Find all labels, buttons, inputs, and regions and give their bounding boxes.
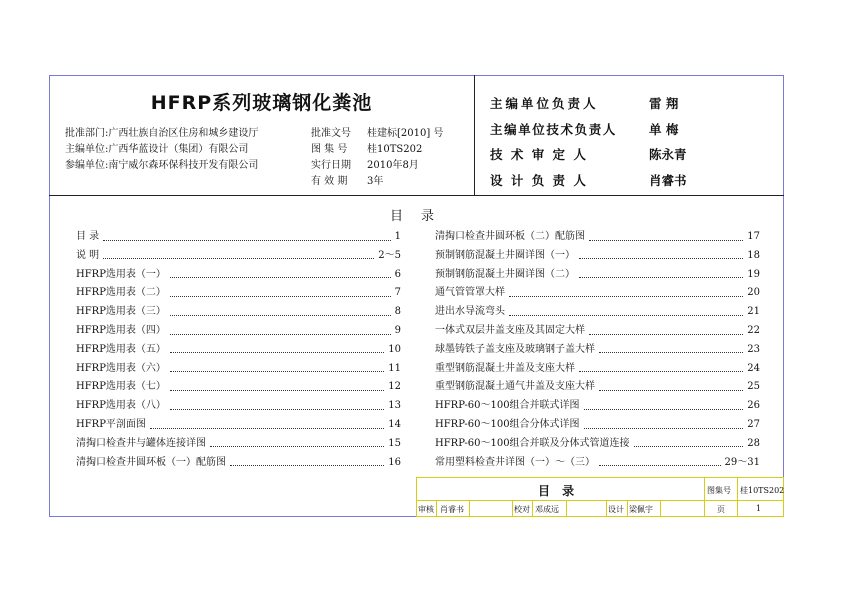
toc-entry-label: HFRP选用表（六） xyxy=(76,362,166,374)
toc-heading: 目录 xyxy=(390,209,453,224)
title-block-separator xyxy=(532,500,533,517)
toc-entry-page: 16 xyxy=(388,456,401,468)
toc-entry-page: 6 xyxy=(394,268,401,280)
toc-row xyxy=(76,230,401,244)
toc-entry-label: 清掏口检查井圆环板（二）配筋图 xyxy=(435,231,585,242)
toc-entry-page: 27 xyxy=(747,419,760,430)
toc-row xyxy=(435,456,760,470)
toc-row xyxy=(435,230,760,244)
toc-entry-label: 球墨铸铁子盖支座及玻璃钢子盖大样 xyxy=(435,343,595,355)
responsible-name: 雷 翔 xyxy=(649,96,679,111)
toc-entry-page: 1 xyxy=(394,231,401,242)
toc-row xyxy=(76,286,401,300)
toc-entry-label: HFRP-60～100组合并联及分体式管道连接 xyxy=(435,437,630,449)
dot-leader xyxy=(634,440,744,447)
toc-entry-label: 预制钢筋混凝土井圈详图（一） xyxy=(435,249,575,261)
toc-entry-page: 11 xyxy=(388,362,401,374)
approval-dept: 批准部门:广西壮族自治区住房和城乡建设厅 xyxy=(65,128,259,139)
dot-leader xyxy=(579,252,743,259)
header-divider-vertical xyxy=(474,75,475,196)
co-editor-unit: 参编单位:南宁威尔森环保科技开发有限公司 xyxy=(65,160,259,171)
responsible-role: 技 术 审 定 人 xyxy=(490,147,588,162)
toc-entry-page: 7 xyxy=(394,287,401,299)
toc-entry-label: HFRP-60～100组合分体式详图 xyxy=(435,419,580,430)
dot-leader xyxy=(170,384,384,391)
toc-entry-page: 23 xyxy=(747,343,760,355)
toc-entry-label: 预制钢筋混凝土井圈详图（二） xyxy=(435,268,575,280)
toc-entry-page: 28 xyxy=(747,437,760,449)
toc-entry-page: 12 xyxy=(388,381,401,393)
dot-leader xyxy=(103,252,374,259)
toc-entry-page: 17 xyxy=(747,231,760,242)
title-block-separator xyxy=(627,500,628,517)
title-block-design-name: 梁佩宇 xyxy=(629,505,653,514)
dot-leader xyxy=(170,328,391,335)
toc-entry-page: 9 xyxy=(394,325,401,336)
toc-row xyxy=(76,399,401,413)
toc-entry-label: HFRP选用表（七） xyxy=(76,381,166,393)
dot-leader xyxy=(170,309,391,316)
title-block-separator xyxy=(512,500,513,517)
toc-entry-label: HFRP选用表（二） xyxy=(76,287,166,299)
toc-row xyxy=(76,305,401,319)
toc-row xyxy=(435,362,760,376)
toc-entry-page: 13 xyxy=(388,400,401,412)
effective-date-value: 2010年8月 xyxy=(367,160,419,171)
toc-row xyxy=(435,437,760,451)
atlas-no-value: 桂10TS202 xyxy=(367,144,423,155)
toc-row xyxy=(435,380,760,394)
toc-entry-label: 重型钢筋混凝土井盖及支座大样 xyxy=(435,362,575,374)
title-block-review-label: 审核 xyxy=(418,505,434,514)
chief-editor-unit: 主编单位:广西华蓝设计（集团）有限公司 xyxy=(65,144,249,155)
toc-entry-label: 清掏口检查井圆环板（一）配筋图 xyxy=(76,456,226,468)
dot-leader xyxy=(170,346,384,353)
toc-entry-label: HFRP-60～100组合并联式详图 xyxy=(435,400,580,412)
toc-entry-page: 24 xyxy=(747,362,760,374)
toc-entry-label: 通气管管罩大样 xyxy=(435,287,505,299)
toc-entry-label: 重型钢筋混凝土通气井盖及支座大样 xyxy=(435,381,595,393)
toc-row xyxy=(435,399,760,413)
toc-row xyxy=(435,249,760,263)
dot-leader xyxy=(589,234,743,241)
toc-entry-label: 说 明 xyxy=(76,249,100,261)
title-block-separator xyxy=(436,500,437,517)
toc-entry-label: HFRP选用表（五） xyxy=(76,343,166,355)
atlas-title: HFRP系列玻璃钢化粪池 xyxy=(150,92,373,114)
approval-no-label: 批准文号 xyxy=(311,128,351,139)
toc-entry-label: HFRP平剖面图 xyxy=(76,419,146,430)
toc-entry-label: HFRP选用表（四） xyxy=(76,325,166,336)
dot-leader xyxy=(170,271,391,278)
toc-row xyxy=(435,343,760,357)
toc-entry-page: 22 xyxy=(747,325,760,336)
responsible-name: 陈永青 xyxy=(649,147,687,162)
toc-entry-page: 15 xyxy=(388,437,401,449)
toc-row xyxy=(76,343,401,357)
toc-entry-label: 目 录 xyxy=(76,231,100,242)
dot-leader xyxy=(210,440,384,447)
toc-entry-label: 一体式双层井盖支座及其固定大样 xyxy=(435,325,585,336)
toc-entry-label: HFRP选用表（一） xyxy=(76,268,166,280)
toc-row xyxy=(435,324,760,338)
title-block-name: 目 录 xyxy=(538,484,579,498)
title-block-check-name: 邓成远 xyxy=(535,505,559,514)
dot-leader xyxy=(150,422,384,429)
responsible-role: 设 计 负 责 人 xyxy=(490,173,588,188)
dot-leader xyxy=(579,365,743,372)
toc-entry-page: 29～31 xyxy=(724,456,760,468)
effective-date-label: 实行日期 xyxy=(311,160,351,171)
dot-leader xyxy=(599,384,743,391)
toc-entry-page: 2～5 xyxy=(378,249,401,261)
toc-row xyxy=(435,268,760,282)
title-block-atlas-label: 图集号 xyxy=(707,486,731,495)
toc-entry-page: 26 xyxy=(747,400,760,412)
toc-row xyxy=(76,437,401,451)
toc-row xyxy=(435,305,760,319)
toc-entry-label: HFRP选用表（三） xyxy=(76,306,166,318)
toc-row xyxy=(435,286,760,300)
title-block-separator xyxy=(566,500,567,517)
title-block-separator xyxy=(469,500,470,517)
toc-entry-page: 8 xyxy=(394,306,401,318)
validity-value: 3年 xyxy=(367,176,384,187)
toc-entry-label: 进出水导流弯头 xyxy=(435,306,505,318)
toc-entry-page: 18 xyxy=(747,249,760,261)
dot-leader xyxy=(230,459,384,466)
dot-leader xyxy=(103,234,390,241)
toc-entry-page: 14 xyxy=(388,419,401,430)
toc-row xyxy=(76,324,401,338)
title-block-separator xyxy=(660,500,661,517)
responsible-role: 主编单位技术负责人 xyxy=(490,122,617,137)
toc-row xyxy=(76,380,401,394)
dot-leader xyxy=(509,290,743,297)
toc-row xyxy=(76,268,401,282)
title-block-atlas-value: 桂10TS202 xyxy=(740,486,785,495)
dot-leader xyxy=(599,459,721,466)
toc-entry-page: 19 xyxy=(747,268,760,280)
toc-entry-label: HFRP选用表（八） xyxy=(76,400,166,412)
toc-entry-page: 21 xyxy=(747,306,760,318)
dot-leader xyxy=(170,403,384,410)
toc-row xyxy=(435,418,760,432)
dot-leader xyxy=(579,271,743,278)
dot-leader xyxy=(509,309,743,316)
toc-row xyxy=(76,362,401,376)
toc-entry-page: 25 xyxy=(747,381,760,393)
dot-leader xyxy=(170,290,391,297)
toc-row xyxy=(76,249,401,263)
title-block-separator xyxy=(606,500,607,517)
responsible-name: 单 梅 xyxy=(649,122,679,137)
responsible-name: 肖睿书 xyxy=(649,173,687,188)
title-block-page-value: 1 xyxy=(756,504,762,513)
dot-leader xyxy=(584,422,744,429)
toc-entry-page: 20 xyxy=(747,287,760,299)
toc-entry-page: 10 xyxy=(388,343,401,355)
dot-leader xyxy=(589,328,743,335)
dot-leader xyxy=(170,365,384,372)
dot-leader xyxy=(599,346,743,353)
title-block-check-label: 校对 xyxy=(514,505,530,514)
toc-entry-label: 常用塑料检查井详图（一）～（三） xyxy=(435,456,595,468)
title-block-design-label: 设计 xyxy=(608,505,624,514)
atlas-no-label: 图 集 号 xyxy=(311,144,348,155)
approval-no-value: 桂建标[2010] 号 xyxy=(367,128,444,139)
title-block-page-label: 页 xyxy=(717,505,725,514)
header-divider-horizontal xyxy=(49,195,784,196)
toc-entry-label: 清掏口检查井与罐体连接详图 xyxy=(76,437,206,449)
responsible-role: 主编单位负责人 xyxy=(490,96,599,111)
toc-row xyxy=(76,418,401,432)
title-block-review-name: 肖睿书 xyxy=(440,505,464,514)
validity-label: 有 效 期 xyxy=(311,176,348,187)
dot-leader xyxy=(584,403,744,410)
toc-row xyxy=(76,456,401,470)
